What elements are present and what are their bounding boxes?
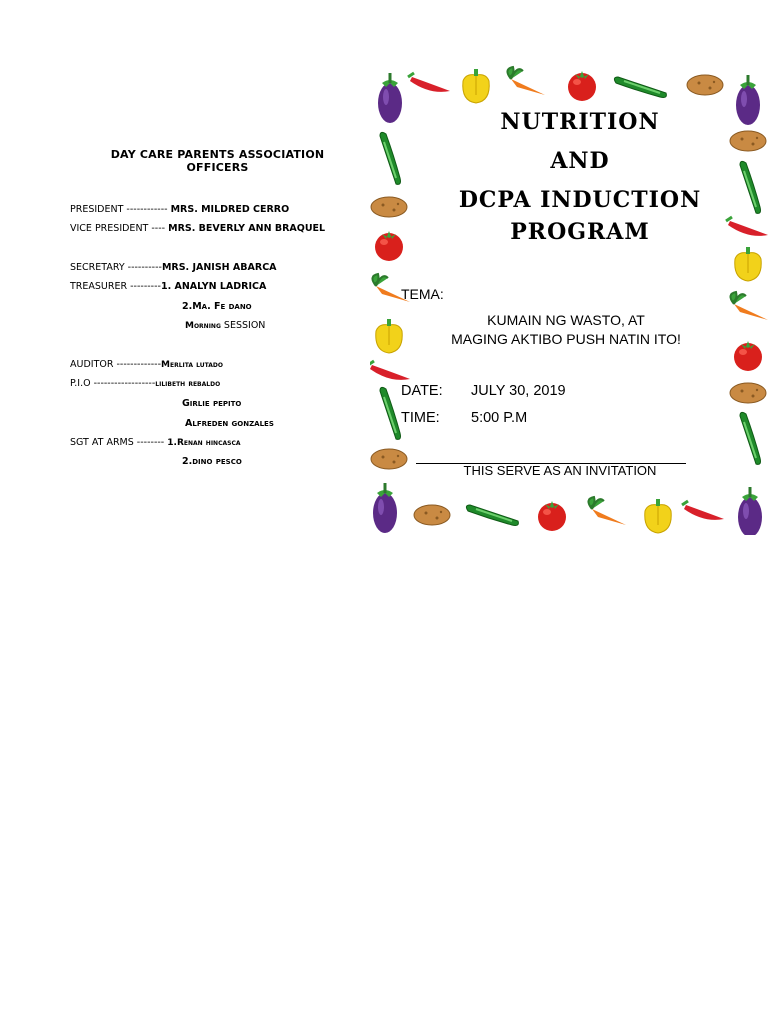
tomato-icon (538, 501, 566, 531)
carrot-icon (730, 292, 768, 320)
cucumber-icon (380, 132, 401, 184)
pio-row (70, 378, 220, 389)
auditor-role: AUDITOR ------------- (70, 359, 162, 370)
vice-president-role: VICE PRESIDENT ---- (70, 223, 166, 234)
sgt-name: 1.Renan hincasca (167, 438, 241, 448)
bell-pepper-icon (735, 247, 761, 281)
potato-icon (414, 505, 450, 525)
secretary-row (70, 262, 277, 273)
cucumber-icon (380, 387, 401, 439)
cucumber-icon (740, 412, 761, 464)
title-line3: DCPA INDUCTION (458, 187, 702, 213)
vice-president-name: MRS. BEVERLY ANN BRAQUEL (168, 223, 326, 234)
pio-third: Alfreden gonzales (185, 418, 274, 429)
date-label: DATE: (401, 383, 443, 399)
chili-icon (682, 501, 724, 520)
invitation-card (370, 65, 768, 535)
officers-heading-line2: OFFICERS (186, 161, 249, 174)
tomato-icon (734, 341, 762, 371)
eggplant-icon (738, 487, 762, 535)
secretary-name: MRS. JANISH ABARCA (161, 262, 277, 273)
president-role: PRESIDENT ------------ (70, 204, 168, 215)
officers-heading-line1: DAY CARE PARENTS ASSOCIATION (110, 148, 325, 161)
carrot-icon (588, 497, 626, 525)
bell-pepper-icon (463, 69, 489, 103)
tomato-icon (375, 231, 403, 261)
tema-line1: KUMAIN NG WASTO, AT (487, 312, 645, 328)
morning-label: Morning (185, 321, 221, 331)
pio-name: lilibeth rebaldo (155, 379, 221, 389)
auditor-row (70, 359, 223, 370)
pio-role: P.I.O ------------------ (70, 378, 156, 389)
eggplant-icon (378, 73, 402, 123)
bell-pepper-icon (376, 319, 402, 353)
bell-pepper-icon (645, 499, 671, 533)
treasurer-name: 1. ANALYN LADRICA (160, 281, 267, 292)
carrot-icon (507, 67, 545, 95)
chili-icon (370, 361, 410, 380)
date-row (401, 383, 566, 399)
tema-line2: MAGING AKTIBO PUSH NATIN ITO! (451, 331, 681, 347)
pio-second: Girlie pepito (182, 398, 242, 409)
time-row (401, 410, 528, 426)
potato-icon (730, 383, 766, 403)
treasurer-session (185, 320, 265, 331)
time-label: TIME: (401, 410, 440, 426)
invitation-footer: THIS SERVE AS AN INVITATION (463, 463, 657, 478)
eggplant-icon (373, 483, 397, 533)
sgt-second: 2.dino pesco (182, 456, 242, 467)
vice-president-row (70, 223, 325, 234)
officers-list (0, 0, 370, 480)
cucumber-icon (614, 77, 666, 98)
date-value: JULY 30, 2019 (471, 383, 566, 399)
session-label: SESSION (223, 320, 266, 331)
title-line4: PROGRAM (510, 219, 650, 245)
treasurer-role: TREASURER --------- (70, 281, 161, 292)
time-value: 5:00 P.M (471, 410, 528, 426)
sgt-role: SGT AT ARMS -------- (70, 437, 165, 448)
chili-icon (408, 73, 450, 92)
treasurer-row (70, 281, 266, 292)
auditor-name: Merlita lutado (161, 360, 224, 370)
president-row (70, 204, 289, 215)
tema-label: TEMA: (401, 286, 444, 302)
cucumber-icon (466, 505, 518, 526)
title-line2: AND (550, 148, 610, 174)
sgt-row (70, 437, 241, 448)
treasurer-second: 2.Ma. Fe dano (182, 301, 252, 312)
president-name: MRS. MILDRED CERRO (170, 204, 290, 215)
tomato-icon (568, 71, 596, 101)
secretary-role: SECRETARY ---------- (70, 262, 162, 273)
potato-icon (371, 449, 407, 469)
potato-icon (687, 75, 723, 95)
title-line1: NUTRITION (500, 109, 660, 135)
